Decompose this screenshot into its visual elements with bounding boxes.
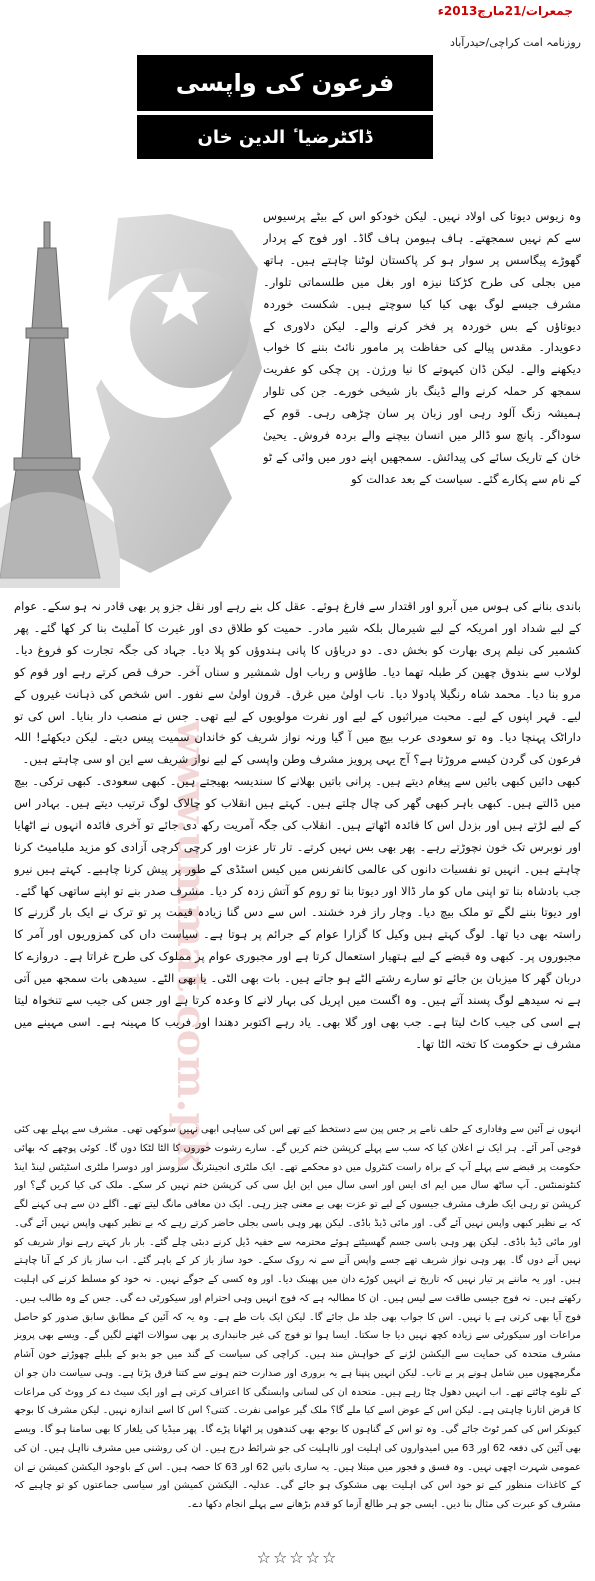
paragraph-3: کبھی دائیں کبھی بائیں سے پیغام دیتے ہیں۔ پرانی باتیں بھلانے کا سندیسہ بھیجتے ہیں۔ کبھی سعودی۔ کبھی ترکی۔ بیچ میں ڈالتے ہیں۔ کبھی باہر کبھی گھر کی چال چلتے ہیں۔ کہتے ہیں انقلاب کو چالاک لوگ ترتیب دیتے ہیں۔ بہادر اس کے لیے لڑتے ہیں اور بزدل اس کا فائدہ اٹھاتے ہیں۔ انقلاب کی جگہ آمریت رکھ دی جائے تو آخری فائدہ انہوں نے اٹھایا اور نوبرس تک خون نچوڑتے رہے۔ پھر بھی بس نہیں کرتے۔ تار تار عزت اور کرچی کرچی آزادی کو مزید ملیامیٹ کرنا چاہتے ہیں۔ انہیں تو نفسیات دانوں کی عالمی کانفرنس میں کیس اسٹڈی کے طور پر پیش کرنا چاہیے۔ کہتے ہیں نیرو جب بادشاہ بنا تو اپنی ماں کو مار ڈالا اور دیوتا بنا تو روم کو آتش زدہ کر دیا۔ مشرف صدر بنے تو اپنے ساتھی کھا گئے۔ اور دیوتا بننے لگے تو ملک بیچ دیا۔ وچار راز فرد خشند۔ اس سے دس گنا زیادہ قیمت پر تو ترک نے ایک بار گزرنے کا راستہ بھی دیا تھا۔ لوگ کہتے ہیں وکیل کا گزارا عوام کے جرائم پر ہوتا ہے۔ سیاست داں کی کمزوریوں اور آمر کا مجبوروں پر۔ کبھی وہ قبضے کے لیے ہتھیار استعمال کرتا ہے اور مجبوری عوام پر مملوک کی طرح غراتا ہے۔ دروازے کا دربان گھر کا میزبان بن جائے تو سارے رشتے الٹے ہو جاتے ہیں۔ بات بھی الٹی۔ یا بھی الٹے۔ سیدھی بات سمجھ میں آتی ہے نہ سیدھے لوگ پسند آتے ہیں۔ وہ اگست میں اپریل کی بہار لانے کا وعدہ کرتا ہے اور جس کی جیب سے تنخواہ لیتا ہے اسی کی جیب کاٹ لیتا ہے۔ جب بھی اور گلا بھی۔ یاد رہے اکتوبر دھندا اور فریب کا مہینہ ہے۔ اسی مہینے میں مشرف نے حکومت کا تختہ الٹا تھا۔ xyxy=(14,774,581,1051)
paragraph-1: وہ زیوس دیوتا کی اولاد نہیں۔ لیکن خودکو اس کے بیٹے پرسیوس سے کم نہیں سمجھتے۔ ہاف ہیومن ہاف گاڈ۔ اور فوج کے پردار گھوڑے پیگاسس پر سوار ہو کر پاکستان لوٹنا چاہتے ہیں۔ ہاتھ میں بجلی کی طرح کڑکتا نیزہ اور بغل میں طلسماتی تلوار۔ مشرف جیسے لوگ بھی کیا کیا سوچتے ہیں۔ شکست خوردہ دیوتاؤں کے بس خوردہ پر فخر کرنے والے۔ لیکن دلاوری کے دعویدار۔ مقدس پیالے کی حفاظت پر مامور نائٹ بننے کا خواب دیکھنے والے۔ لیکن ڈان کیہوتے کا نیا ورژن۔ پن چکی کو عفریت سمجھ کر حملہ کرنے والے ڈینگ باز شیخی خورے۔ جن کی تلوار ہمیشہ زنگ آلود رہی اور زبان پر سان چڑھی رہی۔ قوم کے سوداگر۔ پانچ سو ڈالر میں انسان بیچنے والے بردہ فروش۔ یحییٰ خان کے تاریک سائے کی پیدائش۔ سمجھیں اپنے دور میں وائی کے ٹو کے نام سے پکارے گئے۔ سیاست کے بعد عدالت کو xyxy=(263,209,581,486)
paragraph-2: باندی بنانے کی ہوس میں آبرو اور اقتدار سے فارغ ہوئے۔ عقل کل بنے رہے اور نقل جزو پر بھی قادر نہ ہو سکے۔ عوام کے لیے شداد اور امریکہ کے لیے شیرمال بلکہ شیر مادر۔ حمیت کو طلاق دی اور غیرت کا آملیٹ بنا کر کھا گئے۔ پھر کشمیر کی نیلم پری بھارت کو بخش دی۔ دو دریاؤں کا پانی ہندوؤں کو پلا دیا۔ جہاد کی جگہ تجارت کو فروغ دیا۔ لولاب سے بندوق چھین کر طبلہ تھما دیا۔ طاؤس و رباب اول شمشیر و سناں آخر۔ حرف قص کرتے رہے اور قوم کو مرو بنا دیا۔ محمد شاہ رنگیلا پادولا دیا۔ ناب اولیٰ میں غرق۔ قرون اولیٰ سے نفور۔ اس شخص کی ذہانت غیروں کے لیے۔ قہر اپنوں کے لیے۔ محبت میراثیوں کے لیے اور نفرت مولویوں کے لیے تھی۔ جس نے منصب دار بنایا۔ اس کی تو داراٹک پہنچا دیا۔ وہ تو سعودی عرب بیچ میں آ گیا ورنہ نواز شریف کو خاندان سمیت پیس دیتے۔ لیکن دیکھئے! اللہ فرعون کی گردن کیسے مروڑتا ہے؟ آج یہی پرویز مشرف وطن واپسی کے لیے نواز شریف سے این او سی چاہتے ہیں۔ xyxy=(14,599,581,767)
minar-base-curve xyxy=(0,492,120,588)
publication-date: جمعرات/21مارچ2013ء xyxy=(437,4,573,18)
article-title-box xyxy=(137,55,433,111)
paragraph-4: انہوں نے آئین سے وفاداری کے حلف نامے پر جس پین سے دستخط کیے تھے اس کی سیاہی ابھی نہیں سوکھی تھی۔ مشرف سے پہلے بھی کئی فوجی آمر آئے۔ ہر ایک نے اعلان کیا کہ سب سے پہلے کرپشن ختم کریں گے۔ سارے رشوت خوروں کا الٹا لٹکا دوں گا۔ کوئی پوچھے کہ بھائی حکومت پر قبضے سے پہلے آپ کے براہ راست کنٹرول میں دو محکمے تھے۔ ایک ملٹری انجینئرنگ سروسز اور دوسرا ملٹری اسٹیٹس لینڈ اینڈ کنٹونمنٹس۔ آپ ساٹھ سال میں ایم ای ایس اور اسی سال میں این ایل سی کی کرپشن ختم نہیں کر سکے۔ ملک کی کیا کریں گے؟ اور کرپشن تو رہی ایک طرف مشرف جیسوں کے لیے تو عزت بھی بے معنی چیز رہی۔ ایک دن معافی مانگ لیتے تھے۔ اگلے دن سے ہی کہنے لگے کہ بے نظیر کبھی واپس نہیں آئے گی۔ اور مائی ڈیڈ باڈی۔ لیکن پھر وہی باسی بجلی حاضر کرتے رہے کہ بے نظیر کبھی واپس نہیں آئے گی۔ اور مائی ڈیڈ باڈی۔ لیکن پھر وہی باسی جسم گھسیٹتے ہوئے محترمہ سے خفیہ ڈیل کرنے دبئی چلے گئے۔ بار بار کہتے رہے نواز شریف کو نہیں آنے دوں گا۔ پھر وہی نواز شریف تھے جسے واپس آنے سے نہ روک سکے۔ خود ساز باز کر کے باہر گئے۔ اب ساز باز کر کے آنا چاہتے ہیں۔ اور یہ ماننے پر تیار نہیں کہ تاریخ نے انہیں کوڑے دان میں پھینک دیا۔ اور وہ کسی کے جوگے نہیں۔ نہ خود کو مسلط کرنے کی اہلیت رکھتے ہیں۔ نہ فوج جیسی طاقت سے لیس ہیں۔ ان کا مطالبہ ہے کہ فوج انہیں وہی احترام اور سیکورٹی دے گی۔ جس کے وہ طالب ہیں۔ فوج آیا بھی کرتی ہے یا نہیں۔ اس کا جواب بھی جلد مل جائے گا۔ لیکن ایک بات طے ہے۔ وہ یہ کہ آئین کے مطابق سابق صدور کو حاصل مراعات اور سیکورٹی سے زیادہ کچھ نہیں دیا جا سکتا۔ ایسا ہوا تو فوج کی غیر جانبداری پر بھی سوالات اٹھنے لگیں گے۔ ویسے بھی پرویز مشرف متحدہ کی حمایت سے الیکشن لڑنے کے خواہش مند ہیں۔ کراچی کی سیاست کے گند میں جو بدبو کے بلبلے چھوڑتے خون آشام مگرمچھوں میں شامل ہونے پر بے تاب۔ لیکن انہیں پنپنا ہے یہ بروری اور صدارت ختم ہونے سے کتنا فرق پڑتا ہے۔ وہی سیاست دان جو ان کے تلوے چاٹتے تھے۔ اب انہیں دھول چٹا رہے ہیں۔ متحدہ ان کی لسانی وابستگی کا اعتراف کرتی ہے اور ایک سیٹ دے کر ووٹ کی مراعات کا قرض اتارنا چاہتی ہے۔ لیکن اس کے عوض اسے کیا ملے گا؟ ملک گیر عوامی نفرت۔ کتنی؟ اس کا اسے اندازہ نہیں۔ لیکن مشرف کا بوجھ کیونکر اس کی کمر ٹوٹ جائے گی۔ وہ تو اس کے گناہوں کا بوجھ بھی کندھوں پر اٹھانا پڑے گا۔ پھر میڈیا کی یلغار کا بھی سامنا ہو گا۔ ویسے بھی آئین کی دفعہ 62 اور 63 میں امیدواروں کی اہلیت اور نااہلیت کی جو شرائط درج ہیں۔ ان کی روشنی میں مشرف نااہل ہیں۔ ان کی عمومی شہرت اچھی نہیں۔ وہ فسق و فجور میں مبتلا ہیں۔ یہ ساری باتیں 62 اور 63 کا حصہ ہیں۔ اس کے باوجود الیکشن کمیشن نے ان کے کاغذات منظور کیے تو خود اس کی اہلیت بھی مشکوک ہو جائے گی۔ عدلیہ۔ الیکشن کمیشن اور سیاسی جماعتوں کو تو چاہیے کہ مشرف کو عبرت کی مثال بنا دیں۔ ایسی جو ہر طالع آزما کو قدم بڑھانے سے پہلے انجام دکھا دے۔ xyxy=(14,1124,581,1510)
article-author-box xyxy=(137,115,433,159)
newspaper-source: روزنامہ امت کراچی/حیدرآباد xyxy=(449,36,581,49)
footer-stars: ☆☆☆☆☆ xyxy=(256,1548,339,1567)
crescent-inner xyxy=(130,268,250,388)
article-author: ڈاکٹرضیا ٔ الدین خان xyxy=(197,126,373,148)
article-title: فرعون کی واپسی xyxy=(175,69,395,97)
minar-pakistan-map-illustration xyxy=(0,208,265,588)
watermark-text: www.ummat.com.pk xyxy=(168,720,215,1169)
